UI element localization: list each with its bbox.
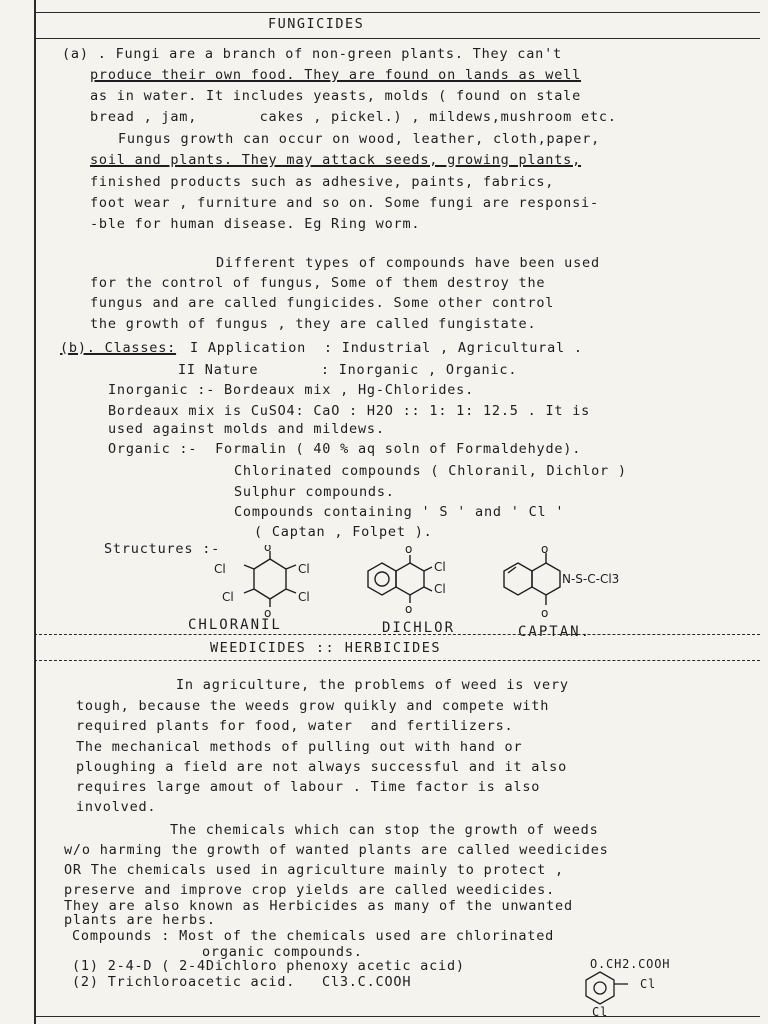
fungicides-heading: FUNGICIDES (268, 16, 365, 32)
classes-nature: II Nature : Inorganic , Organic. (178, 362, 518, 378)
inorganic-line: Inorganic :- Bordeaux mix , Hg-Chlorides. (108, 382, 475, 398)
line-p2-4: the growth of fungus , they are called fungistate. (90, 316, 537, 332)
line-a-9: -ble for human disease. Eg Ring worm. (90, 216, 421, 232)
line-a-2: produce their own food. They are found on lands as well (90, 67, 582, 83)
svg-text:o: o (405, 602, 413, 616)
structure-label-chloranil: CHLORANIL (188, 617, 282, 633)
structures-label: Structures :- (104, 541, 221, 557)
classes-application: I Application : Industrial , Agricultural . (190, 340, 583, 356)
weed-p1-3: required plants for food, water and fertilizers. (76, 718, 514, 734)
organic-line-5: ( Captan , Folpet ). (254, 524, 433, 540)
line-a-1: (a) . Fungi are a branch of non-green plants. They can't (62, 46, 562, 62)
svg-text:N-S-C-Cl3: N-S-C-Cl3 (562, 572, 620, 586)
line-p2-2: for the control of fungus, Some of them destroy the (90, 275, 546, 291)
line-p2-3: fungus and are called fungicides. Some other control (90, 295, 555, 311)
compounds-line-1: Compounds : Most of the chemicals used are chlorinated (72, 928, 555, 944)
svg-text:Cl: Cl (222, 590, 234, 604)
svg-text:Cl: Cl (434, 582, 446, 596)
weed-p1-2: tough, because the weeds grow quikly and compete with (76, 698, 550, 714)
weedicides-heading: WEEDICIDES :: HERBICIDES (210, 640, 442, 656)
weed-p2-5: They are also known as Herbicides as many of the unwanted (64, 898, 573, 914)
weed-p1-6: requires large amout of labour . Time factor is also (76, 779, 541, 795)
side-formula-cl-bottom: Cl (592, 1005, 609, 1019)
weed-p2-3: OR The chemicals used in agriculture mainly to protect , (64, 862, 564, 878)
margin-line (34, 0, 36, 1024)
line-a-4: bread , jam, cakes , pickel.) , mildews,mushroom etc. (90, 109, 617, 125)
weed-p1-4: The mechanical methods of pulling out with hand or (76, 739, 523, 755)
svg-text:Cl: Cl (298, 562, 310, 576)
captan-structure (504, 553, 560, 605)
weed-p1-1: In agriculture, the problems of weed is very (176, 677, 569, 693)
weed-p2-4: preserve and improve crop yields are called weedicides. (64, 882, 556, 898)
compound-2: (2) Trichloroacetic acid. Cl3.C.COOH (72, 974, 412, 990)
line-a-5: Fungus growth can occur on wood, leather, cloth,paper, (118, 131, 601, 147)
svg-text:Cl: Cl (298, 590, 310, 604)
weed-p2-6: plants are herbs. (64, 912, 216, 928)
organic-line-3: Sulphur compounds. (234, 484, 395, 500)
svg-text:o: o (264, 606, 272, 620)
compounds-line-2: organic compounds. (202, 944, 363, 960)
side-formula-top: O.CH2.COOH (590, 957, 671, 971)
svg-text:o: o (541, 606, 549, 620)
dichlor-structure (368, 555, 432, 603)
organic-line-4: Compounds containing ' S ' and ' Cl ' (234, 504, 565, 520)
svg-text:o: o (405, 545, 413, 556)
structures-drawing (200, 545, 660, 623)
svg-text:o: o (264, 545, 272, 554)
structure-label-captan: CAPTAN. (518, 624, 592, 640)
weed-p1-7: involved. (76, 799, 157, 815)
svg-text:o: o (541, 545, 549, 556)
organic-line-2: Chlorinated compounds ( Chloranil, Dichlor ) (234, 463, 627, 479)
line-a-7: finished products such as adhesive, paints, fabrics, (90, 174, 555, 190)
weed-p2-2: w/o harming the growth of wanted plants are called weedicides (64, 842, 609, 858)
svg-text:Cl: Cl (214, 562, 226, 576)
organic-line: Organic :- Formalin ( 40 % aq soln of Formaldehyde). (108, 441, 582, 457)
weed-p1-5: ploughing a field are not always successful and it also (76, 759, 568, 775)
line-a-8: foot wear , furniture and so on. Some fungi are responsi- (90, 195, 599, 211)
bordeaux-line: Bordeaux mix is CuSO4: CaO : H2O :: 1: 1: 12.5 . It is (108, 403, 591, 419)
section-divider-bottom (34, 660, 760, 661)
line-a-6: soil and plants. They may attack seeds, growing plants, (90, 152, 582, 168)
heading-rule (34, 38, 760, 39)
top-rule (34, 12, 760, 13)
bordeaux-line-2: used against molds and mildews. (108, 421, 385, 437)
classes-label: (b). Classes: (60, 340, 177, 356)
line-p2-1: Different types of compounds have been used (216, 255, 600, 271)
section-divider-top (34, 634, 760, 635)
side-formula-cl-right: Cl (640, 977, 657, 991)
svg-text:Cl: Cl (434, 560, 446, 574)
bottom-rule (34, 1016, 760, 1017)
chloranil-structure (244, 551, 296, 607)
line-a-3: as in water. It includes yeasts, molds ( found on stale (90, 88, 582, 104)
weed-p2-1: The chemicals which can stop the growth of weeds (170, 822, 599, 838)
compound-1: (1) 2-4-D ( 2-4Dichloro phenoxy acetic acid) (72, 958, 465, 974)
structure-label-dichlor: DICHLOR (382, 620, 456, 636)
